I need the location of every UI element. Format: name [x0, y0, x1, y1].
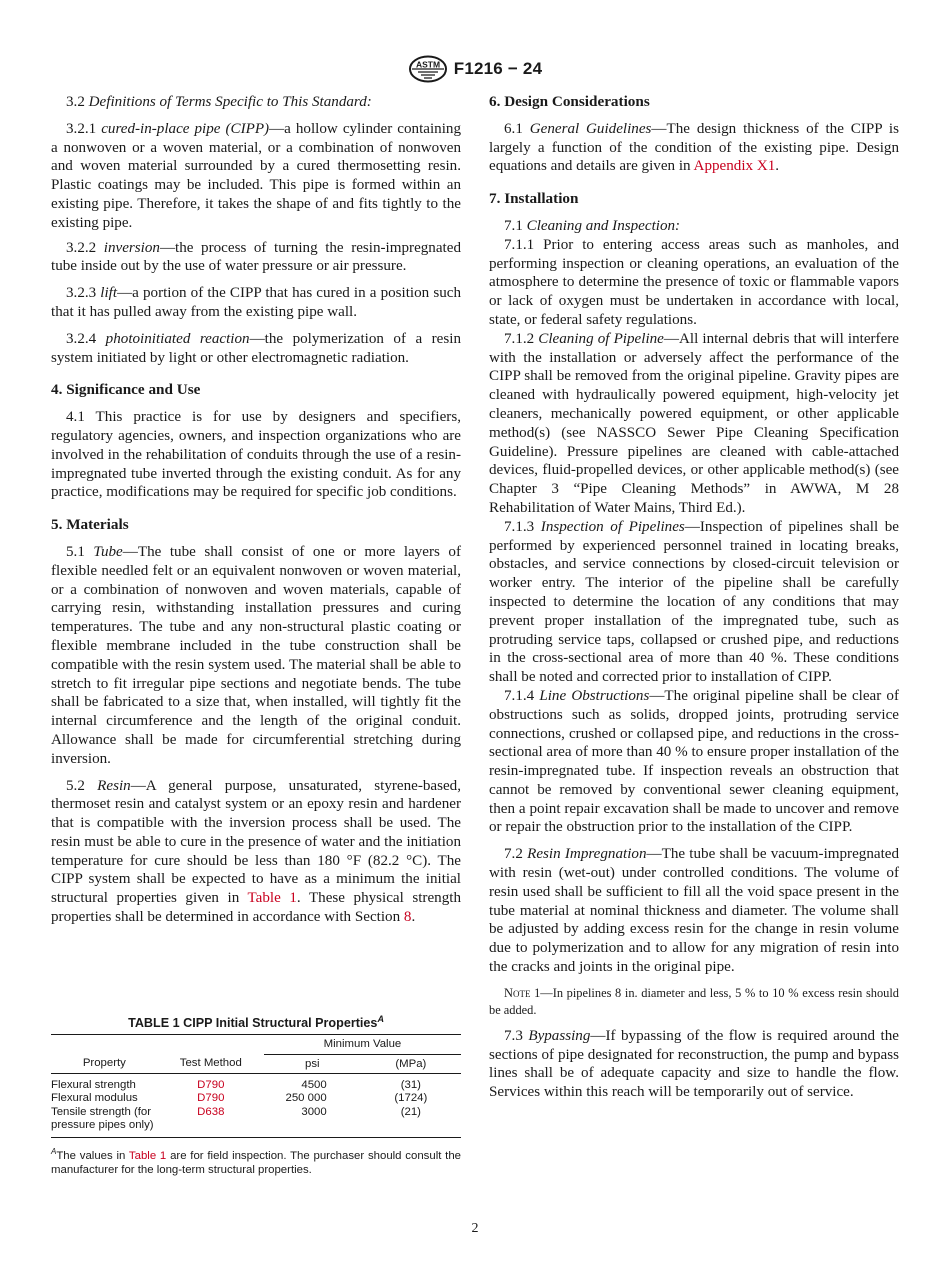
para-6-1: 6.1 General Guidelines—The design thickness of the CIPP is largely a function of the condition of the existing pipe. Design equations and details are given in Appendix X1. — [489, 120, 899, 175]
para-7-1-4: 7.1.4 Line Obstructions—The original pipeline shall be clear of obstructions such as solids, dropped joints, protruding service connections, crushed or collapsed pipe, and reductions in the cross-sectional area of more than 40 % to ensure proper installation of the resin-impregnated tube. If inspection reveals an obstruction that cannot be removed by conventional sewer cleaning equipment, then a point repair excavation shall be made to uncover and remove or repair the obstruction prior to the installation of the CIPP. — [489, 687, 899, 836]
group-header: Minimum Value — [264, 1035, 461, 1055]
note-1: Note 1—In pipelines 8 in. diameter and less, 5 % to 10 % excess resin should be added. — [489, 985, 899, 1017]
method-link[interactable]: D790 — [197, 1078, 225, 1091]
para-5-1: 5.1 Tube—The tube shall consist of one or more layers of flexible needled felt or an equivalent nonwoven or woven material, or a combination of nonwoven and woven materials, capable of carrying resin, withstanding installation pressures and curing temperatures. The tube and any non-structural plastic coating or flexible membrane included in the tube construction shall be compatible with the resin system used. The material shall be able to stretch to fit irregular pipe sections and negotiate bends. The tube shall be fabricated to a size that, when installed, will tightly fit the internal circumference and the length of the original conduit. Allowance shall be made for circumferential stretching during inversion. — [51, 543, 461, 767]
section-8-link[interactable]: 8 — [403, 909, 412, 926]
left-column — [51, 93, 461, 935]
para-3-2-2: 3.2.2 inversion—the process of turning the resin-impregnated tube inside out by the use of water pressure or air pressure. — [51, 239, 461, 275]
section-6-heading: 6. Design Considerations — [489, 93, 650, 110]
para-7-1-1: 7.1.1 Prior to entering access areas such as manholes, and performing inspection or cleaning operations, an evaluation of the atmosphere to determine the presence of toxic or flammable vapors or lack of oxygen must be undertaken in accordance with local, state, or federal safety regulations. — [489, 236, 899, 328]
table-row: Flexural strength D790 4500 (31) — [51, 1078, 421, 1091]
para-4-1: 4.1 This practice is for use by designers and specifiers, regulatory agencies, owners, and inspection organizations who are involved in the rehabilitation of conduits through the use of a resin-impregnated tube inverted through the existing conduit. As for any practice, modifications may be required for specific job conditions. — [51, 409, 461, 501]
section-4-heading: 4. Significance and Use — [51, 381, 201, 399]
para-3-2-3: 3.2.3 lift—a portion of the CIPP that has cured in a position such that it has pulled away from the existing pipe wall. — [51, 285, 461, 320]
page-number: 2 — [471, 1221, 479, 1236]
properties-table — [51, 1034, 461, 1138]
astm-logo-icon — [408, 55, 448, 83]
para-7-3: 7.3 Bypassing—If bypassing of the flow is required around the sections of pipe designated for reconstruction, the pump and bypass lines shall be of adequate capacity and size to handle the flow. Services within this reach will be temporarily out of service. — [489, 1027, 899, 1101]
appendix-x1-link[interactable]: Appendix X1 — [693, 158, 776, 175]
para-3-2: 3.2 Definitions of Terms Specific to This Standard: — [66, 94, 372, 110]
section-7-heading: 7. Installation — [489, 190, 579, 208]
para-3-2-1: 3.2.1 cured-in-place pipe (CIPP)—a hollow cylinder containing a nonwoven or a woven material, or a combination of nonwoven and woven material surrounded by a cured thermosetting resin. Plastic coatings may be included. This pipe is formed within an existing pipe. Therefore, it takes the shape of and fits tightly to the existing pipe. — [51, 120, 461, 231]
page-header — [0, 54, 950, 84]
table-caption: TABLE 1 CIPP Initial Structural Properties$^A$ — [128, 1014, 384, 1031]
standard-designation: F1216 − 24 — [453, 59, 543, 78]
method-link[interactable]: D790 — [197, 1092, 225, 1105]
table-row: Tensile strength (for pressure pipes only) D638 3000 (21) — [51, 1106, 461, 1138]
para-7-2: 7.2 Resin Impregnation—The tube shall be vacuum-impregnated with resin (wet-out) under controlled conditions. The volume of resin used shall be sufficient to fill all the void space present in the tube material at nominal thickness and diameter. The volume shall be adjusted by adding excess resin for the change in resin volume due to polymerization and to allow for any migration of resin into the cracks and joints in the original pipe. — [489, 846, 900, 976]
para-3-2-4: 3.2.4 photoinitiated reaction—the polymerization of a resin system initiated by light or other electromagnetic radiation. — [51, 330, 461, 366]
col-header-mpa: (MPa) — [361, 1054, 461, 1074]
para-7-1: 7.1 Cleaning and Inspection: — [504, 217, 681, 234]
section-5-heading: 5. Materials — [51, 516, 129, 534]
method-link[interactable]: D638 — [197, 1105, 225, 1118]
para-5-2: 5.2 Resin—A general purpose, unsaturated, styrene-based, thermoset resin and catalyst system or an epoxy resin and hardener that is compatible with the inversion process shall be used. The resin must be able to cure in the presence of water and the initiation temperature for cure should be less than 180 °F (82.2 °C). The CIPP system shall be expected to have as a minimum the initial structural properties given in Table 1. These physical strength properties shall be determined in accordance with Section 8. — [51, 777, 462, 926]
table-footnote: $^A$The values in Table 1 are for field inspection. The purchaser should consult the manufacturer for the long-term structural properties. — [51, 1146, 462, 1177]
col-header-psi: psi — [264, 1054, 361, 1074]
right-column — [489, 93, 899, 1110]
logo-text: ASTM — [415, 59, 440, 70]
table-1 — [51, 1014, 461, 1178]
col-header-method: Test Method — [158, 1054, 264, 1074]
table-1-link[interactable]: Table 1 — [247, 890, 297, 907]
para-7-1-3: 7.1.3 Inspection of Pipelines—Inspection of pipelines shall be performed by experienced personnel trained in locating breaks, obstacles, and service connections by closed-circuit television or worker entry. The interior of the pipeline shall be carefully inspected to determine the location of any conditions that may prevent proper installation of the impregnated tube, such as protruding service taps, collapsed or crushed pipe, and reductions in the cross-sectional area of more than 40 %. These conditions shall be noted and corrected prior to installation of CIPP. — [489, 518, 899, 686]
para-7-1-2: 7.1.2 Cleaning of Pipeline—All internal debris that will interfere with the installation or adversely affect the performance of the CIPP shall be removed from the original pipeline. Gravity pipes are cleaned with hydraulically powered equipment, high-velocity jet cleaners, mechanically powered equipment, or other applicable method(s) (see NASSCO Sewer Pipe Cleaning Specification Guideline). Pressure pipelines are cleaned with cable-attached devices, fluid-propelled devices, or other applicable method(s) (see Chapter 3 “Pipe Cleaning Methods” in AWWA, M 28 Rehabilitation of Water Mains, Third Ed.). — [489, 330, 900, 516]
col-header-property: Property — [51, 1054, 158, 1074]
footnote-table-link[interactable]: Table 1 — [128, 1149, 167, 1162]
table-row: Flexural modulus D790 250 000 (1724) — [51, 1092, 428, 1105]
